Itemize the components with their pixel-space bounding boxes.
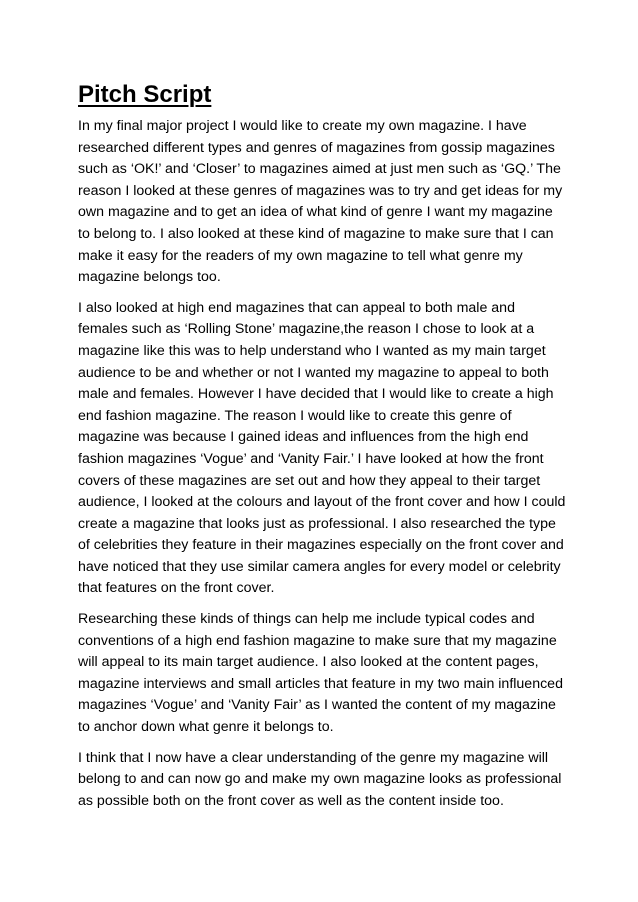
page-title: Pitch Script	[78, 81, 212, 108]
paragraph-1: In my final major project I would like to create my own magazine. I have researched different types and genres of magazines from gossip magazines such as ‘OK!’ and ‘Closer’ to magazines aimed at just men such as ‘GQ.’ The reason I looked at these genres of magazines was to try and get ideas for my own magazine and to get an idea of what kind of genre I want my magazine to belong to. I also looked at these kind of magazine to make sure that I can make it easy for the readers of my own magazine to tell what genre my magazine belongs too.	[78, 118, 563, 286]
document-body	[78, 80, 568, 821]
paragraph-4: I think that I now have a clear understanding of the genre my magazine will belong to and can now go and make my own magazine looks as professional as possible both on the front cover as well as the content inside too.	[78, 749, 562, 809]
paragraph-3: Researching these kinds of things can help me include typical codes and conventions of a high end fashion magazine to make sure that my magazine will appeal to its main target audience. I also looked at the content pages, magazine interviews and small articles that feature in my two main influenced magazines ‘Vogue’ and ‘Vanity Fair’ as I wanted the content of my magazine to anchor down what genre it belongs to.	[78, 611, 563, 736]
paragraph-2: I also looked at high end magazines that can appeal to both male and females such as ‘Rolling Stone’ magazine,the reason I chose to look at a magazine like this was to help understand who I wanted as my main target audience to be and whether or not I wanted my magazine to appeal to both male and females. However I have decided that I would like to create a high end fashion magazine. The reason I would like to create this genre of magazine was because I gained ideas and influences from the high end fashion magazines ‘Vogue’ and ‘Vanity Fair.’ I have looked at how the front covers of these magazines are set out and how they appeal to their target audience, I looked at the colours and layout of the front cover and how I could create a magazine that looks just as professional. I also researched the type of celebrities they feature in their magazines especially on the front cover and have noticed that they use similar camera angles for every model or celebrity that features on the front cover.	[78, 299, 566, 597]
